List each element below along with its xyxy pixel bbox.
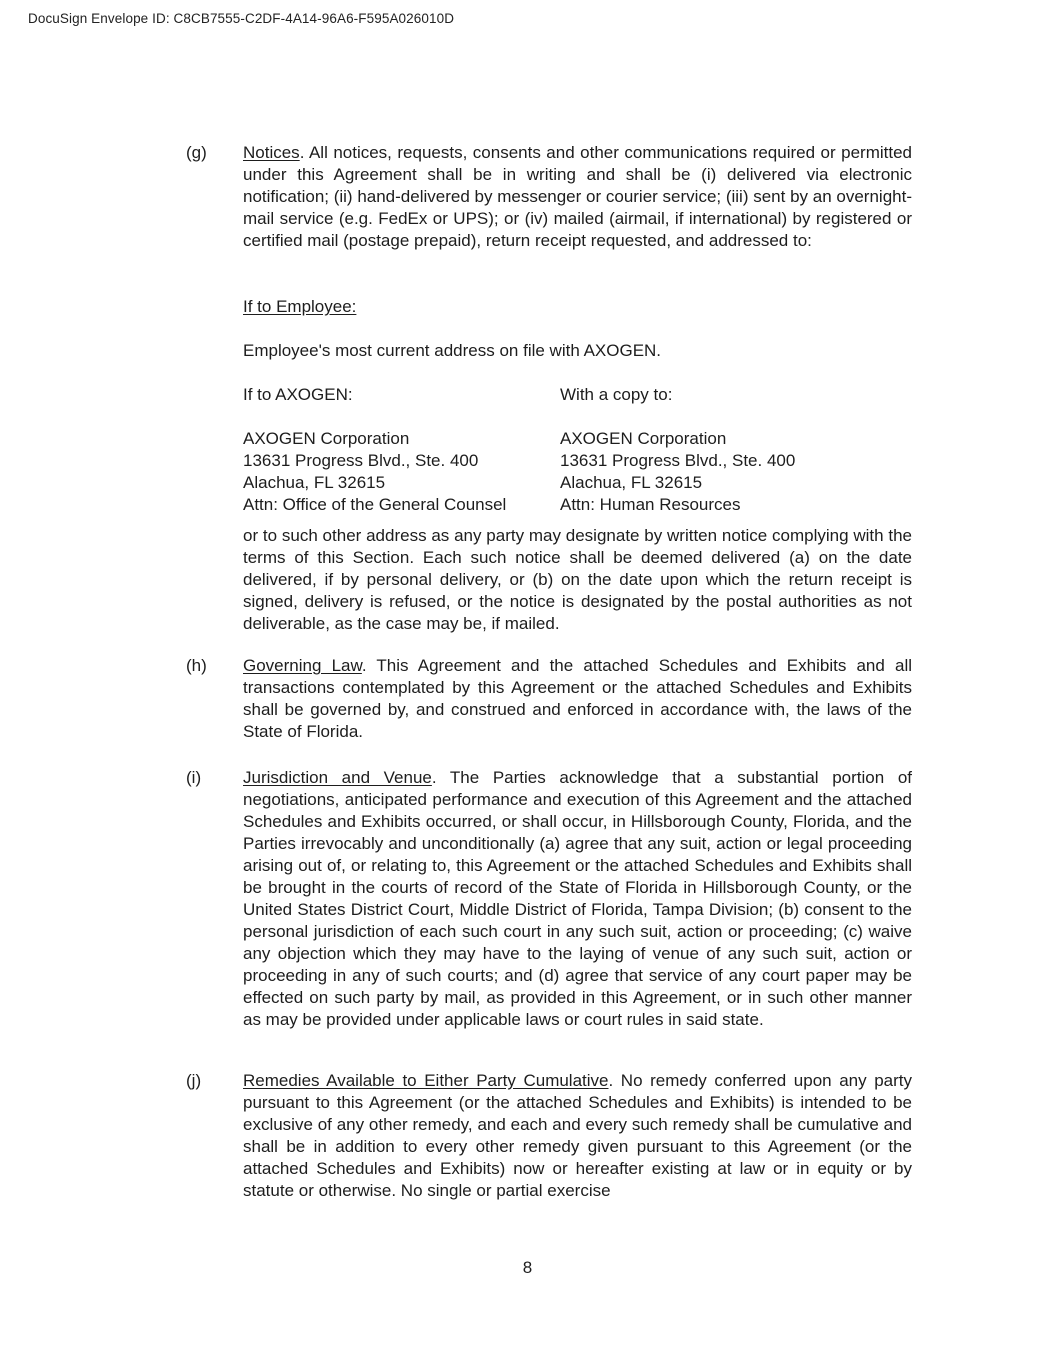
if-to-axogen-label: If to AXOGEN: [243, 385, 353, 404]
section-jurisdiction-venue-label: (i) [186, 768, 202, 787]
section-remedies [186, 1070, 912, 1202]
notices-continuation-paragraph: or to such other address as any party may designate by written notice complying with the terms of this Section. Each such notice shall be deemed delivered (a) on the date delivered, if by personal delivery, or (b) on the date upon which the return receipt is signed, delivery is refused, or the notice is designated by the postal authorities as not deliverable, as the case may be, if mailed. [243, 526, 912, 633]
axogen-address-line: 13631 Progress Blvd., Ste. 400 [243, 451, 479, 470]
copy-address-line: Attn: Human Resources [560, 495, 741, 514]
with-copy-label: With a copy to: [560, 385, 673, 404]
section-remedies-label: (j) [186, 1071, 202, 1090]
section-governing-law-heading: Governing Law [243, 656, 362, 675]
axogen-address-line: AXOGEN Corporation [243, 429, 410, 448]
section-jurisdiction-venue-heading: Jurisdiction and Venue [243, 768, 432, 787]
section-governing-law-label: (h) [186, 656, 207, 675]
employee-address-line: Employee's most current address on file with AXOGEN. [243, 341, 662, 360]
copy-address-line: Alachua, FL 32615 [560, 473, 703, 492]
axogen-address-line: Attn: Office of the General Counsel [243, 495, 507, 514]
section-remedies-heading: Remedies Available to Either Party Cumulative [243, 1071, 609, 1090]
section-notices-heading: Notices [243, 143, 300, 162]
section-jurisdiction-venue [186, 767, 912, 1031]
if-to-employee-heading: If to Employee: [243, 297, 357, 316]
axogen-address-block [243, 428, 506, 516]
section-governing-law [186, 655, 912, 743]
axogen-address-line: Alachua, FL 32615 [243, 473, 386, 492]
page-number: 8 [522, 1258, 533, 1277]
section-notices-label: (g) [186, 143, 207, 162]
section-jurisdiction-venue-body: . The Parties acknowledge that a substantial portion of negotiations, anticipated performance and execution of this Agreement and the attached Schedules and Exhibits occurred, or shall occur, in Hillsborough County, Florida, and the Parties irrevocably and unconditionally (a) agree that any suit, action or legal proceeding arising out of, or relating to, this Agreement or the attached Schedules and Exhibits shall be brought in the courts of record of the State of Florida in Hillsborough County, or the United States District Court, Middle District of Florida, Tampa Division; (b) consent to the personal jurisdiction of each such court in any such suit, action or proceeding; (c) waive any objection which they may have to the laying of venue of any such suit, action or proceeding in any of such courts; and (d) agree that service of any court paper may be effected on such party by mail, as provided in this Agreement, or in such other manner as may be provided under applicable laws or court rules in said state. [243, 768, 912, 1029]
copy-address-line: 13631 Progress Blvd., Ste. 400 [560, 451, 796, 470]
section-remedies-body: . No remedy conferred upon any party pursuant to this Agreement (or the attached Schedules and Exhibits) is intended to be exclusive of any other remedy, and each and every such remedy shall be cumulative and shall be in addition to every other remedy given pursuant to this Agreement (or the attached Schedules and Exhibits) now or hereafter existing at law or in equity or by statute or otherwise. No single or partial exercise [243, 1071, 912, 1200]
section-governing-law-body: . This Agreement and the attached Schedules and Exhibits and all transactions contemplated by this Agreement or the attached Schedules and Exhibits shall be governed by, and construed and enforced in accordance with, the laws of the State of Florida. [243, 656, 912, 741]
section-notices [186, 142, 912, 252]
section-notices-text [243, 142, 912, 252]
docusign-envelope-id: DocuSign Envelope ID: C8CB7555-C2DF-4A14-96A6-F595A026010D [28, 11, 455, 26]
copy-address-block [560, 428, 795, 516]
section-jurisdiction-venue-text [243, 767, 912, 1031]
section-remedies-text [243, 1070, 912, 1202]
section-notices-body: . All notices, requests, consents and other communications required or permitted under this Agreement shall be in writing and shall be (i) delivered via electronic notification; (ii) hand-delivered by messenger or courier service; (iii) sent by an overnight-mail service (e.g. FedEx or UPS); or (iv) mailed (airmail, if international) by registered or certified mail (postage prepaid), return receipt requested, and addressed to: [243, 143, 912, 250]
copy-address-line: AXOGEN Corporation [560, 429, 727, 448]
section-governing-law-text [243, 655, 912, 743]
